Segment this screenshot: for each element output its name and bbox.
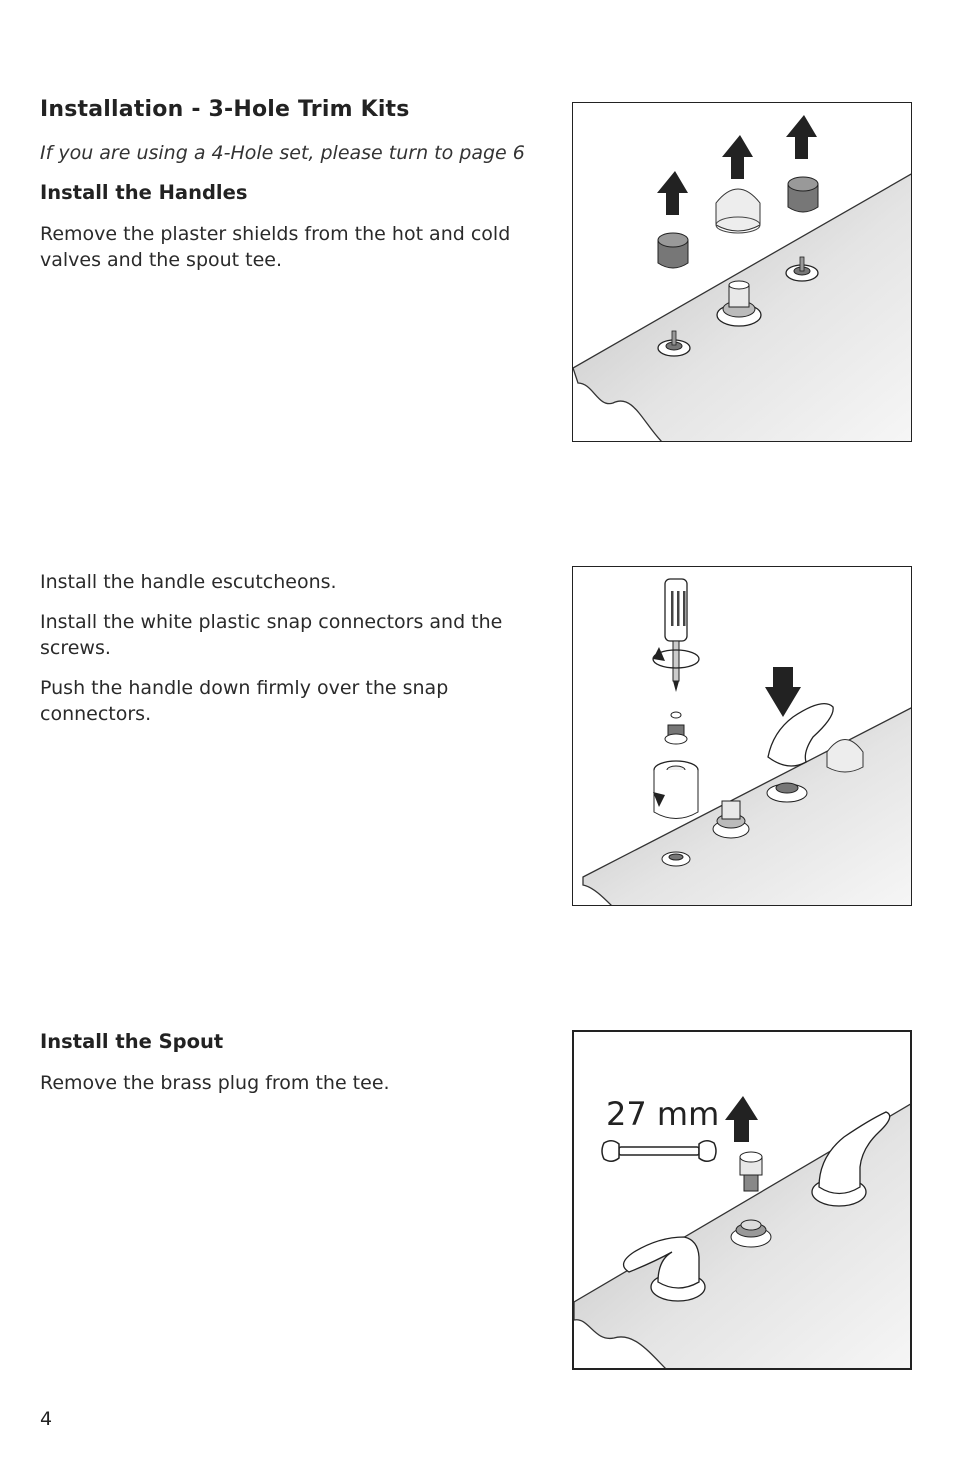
four-hole-note: If you are using a 4-Hole set, please turn to page 6 — [40, 142, 525, 164]
install-snap-connectors-paragraph: Install the white plastic snap connectors and the screws. — [40, 611, 503, 659]
page-title: Installation - 3-Hole Trim Kits — [40, 97, 410, 122]
wrench-icon — [602, 1141, 716, 1162]
figure-remove-brass-plug — [572, 1030, 912, 1370]
figure-install-handles — [572, 566, 912, 906]
wrench-size-label: 27 mm — [606, 1095, 720, 1133]
install-escutcheons-paragraph: Install the handle escutcheons. — [40, 571, 337, 593]
push-handle-paragraph: Push the handle down firmly over the snap connectors. — [40, 677, 449, 725]
remove-shields-paragraph: Remove the plaster shields from the hot and cold valves and the spout tee. — [40, 223, 511, 271]
install-handles-heading: Install the Handles — [40, 181, 248, 204]
figure-remove-plaster-shields — [572, 102, 912, 442]
remove-brass-plug-paragraph: Remove the brass plug from the tee. — [40, 1072, 390, 1094]
page-number: 4 — [40, 1408, 53, 1430]
install-spout-heading: Install the Spout — [40, 1030, 224, 1053]
